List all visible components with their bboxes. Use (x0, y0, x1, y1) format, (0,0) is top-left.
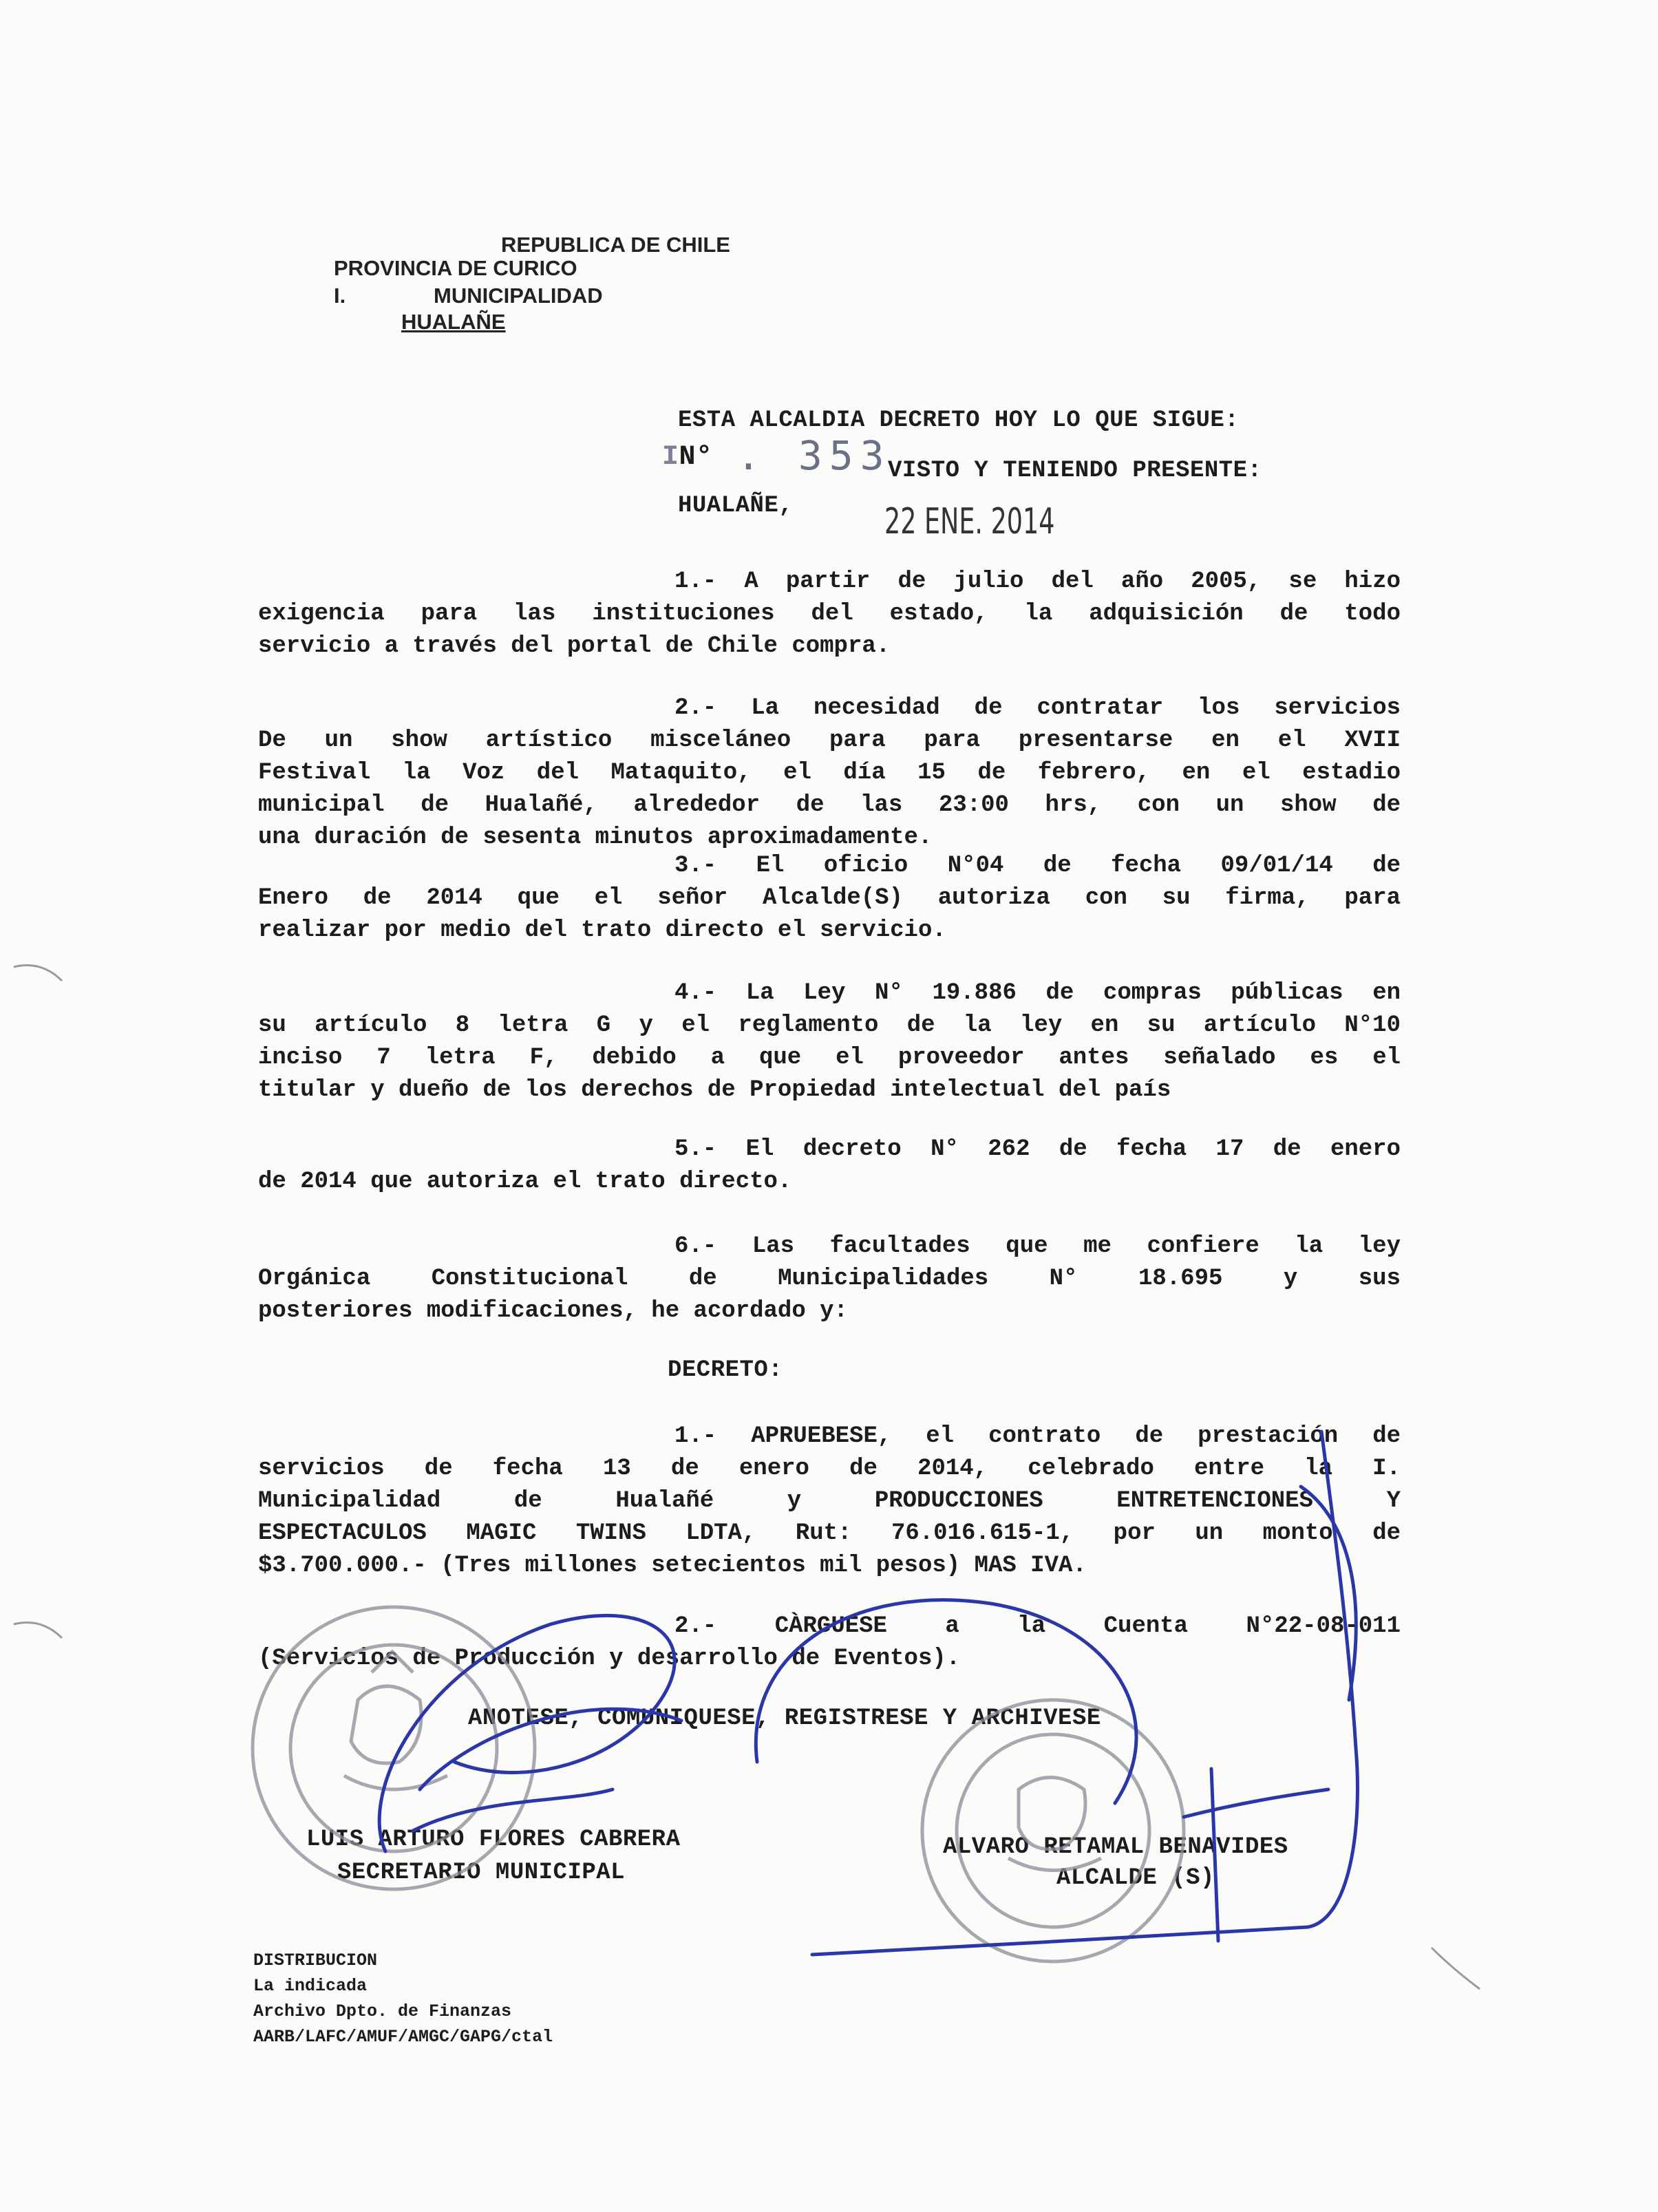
consideration-6: 6.- Las facultades que me confiere la ley Orgánica Constitucional de Municipalidades N° 18.695 y sus posteriores modificaciones, he acordado y: (258, 1233, 1401, 1324)
decreto-label: DECRETO: (668, 1357, 783, 1383)
distribution-title: DISTRIBUCION (253, 1950, 378, 1970)
consideration-1: 1.- A partir de julio del año 2005, se hizo exigencia para las instituciones del estado, la adquisición de todo servicio a través del portal de Chile compra. (258, 568, 1401, 659)
header-town: HUALAÑE (401, 310, 506, 334)
consideration-2: 2.- La necesidad de contratar los servicios De un show artístico misceláneo para para presentarse en el XVII Festival la Voz del Mataquito, el día 15 de febrero, en el estadio municipal de Hualañé, alrededor de las 23:00 hrs, con un show de una duración de sesenta minutos aproximadamente. (258, 695, 1401, 851)
left-signatory-title: SECRETARIO MUNICIPAL (337, 1860, 626, 1886)
distribution-line: La indicada (253, 1976, 368, 1996)
closing-formula: ANOTESE, COMUNIQUESE, REGISTRESE Y ARCHIVESE (468, 1705, 1101, 1732)
header-province: PROVINCIA DE CURICO (334, 256, 577, 280)
header-muni-prefix: I. (334, 284, 346, 308)
header-municipality: MUNICIPALIDAD (434, 284, 603, 308)
consideration-5: 5.- El decreto N° 262 de fecha 17 de enero de 2014 que autoriza el trato directo. (258, 1136, 1401, 1195)
header-republic: REPUBLICA DE CHILE (501, 233, 730, 257)
consideration-3: 3.- El oficio N°04 de fecha 09/01/14 de Enero de 2014 que el señor Alcalde(S) autoriza con su firma, para realizar por medio del trato directo el servicio. (258, 853, 1401, 944)
resolution-2: 2.- CÀRGUESE a la Cuenta N°22-08-011 (Servicios de Producción y desarrollo de Eventos). (258, 1613, 1401, 1672)
decree-number-stamp: . 353 (736, 432, 891, 479)
distribution-block (253, 1948, 553, 2050)
left-signatory-name: LUIS ARTURO FLORES CABRERA (306, 1827, 681, 1853)
decree-number-label: IN° (662, 442, 713, 473)
right-signatory-title: ALCALDE (S) (1056, 1865, 1215, 1891)
resolution-1: 1.- APRUEBESE, el contrato de prestación de servicios de fecha 13 de enero de 2014, celebrado entre la I. Municipalidad de Hualañé y PRODUCCIONES ENTRETENCIONES Y ESPECTACULOS MAGIC TWINS LDTA, Rut: 76.016.615-1, por un monto de $3.700.000.- (Tres millones setecientos mil pesos) MAS IVA. (258, 1423, 1401, 1579)
right-signatory-name: ALVARO RETAMAL BENAVIDES (943, 1834, 1288, 1860)
date-stamp: 22 ENE. 2014 (884, 501, 1055, 542)
consideration-4: 4.- La Ley N° 19.886 de compras públicas en su artículo 8 letra G y el reglamento de la ley en su artículo N°10 inciso 7 letra F, debido a que el proveedor antes señalado es el titular y dueño de los derechos de Propiedad intelectual del país (258, 980, 1401, 1103)
right-official-seal (922, 1700, 1184, 1961)
distribution-line: AARB/LAFC/AMUF/AMGC/GAPG/ctal (253, 2027, 553, 2047)
visto-label: VISTO Y TENIENDO PRESENTE: (888, 458, 1262, 484)
decree-intro: ESTA ALCALDIA DECRETO HOY LO QUE SIGUE: (678, 407, 1240, 434)
place-label: HUALAÑE, (678, 493, 794, 519)
distribution-line: Archivo Dpto. de Finanzas (253, 2001, 512, 2021)
